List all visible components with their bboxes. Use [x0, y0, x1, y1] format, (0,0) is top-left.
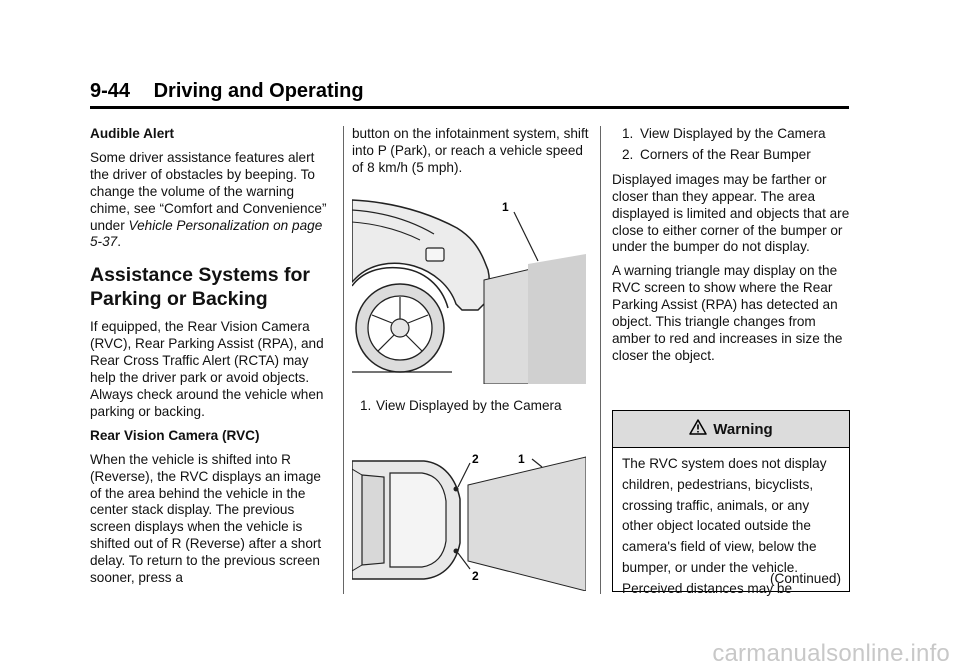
audible-alert-body: Some driver assistance features alert the driver of obstacles by beeping. To change the volume of the warning chime, see “Comfort and Convenience” under — [90, 149, 327, 233]
warning-text: The RVC system does not display children, pedestrians, bicyclists, crossing traffic, animals, or any other object located outside the camera's field of view, below the bumper, or under the vehicle. Perceived distances may be — [622, 456, 827, 596]
warning-triangle-icon — [689, 419, 707, 439]
chapter-title: Driving and Operating — [153, 80, 364, 102]
legend-item-2-text: Corners of the Rear Bumper — [640, 146, 811, 162]
warning-title: Warning — [713, 420, 773, 438]
column-divider-2 — [600, 126, 601, 594]
column-3 — [612, 126, 852, 372]
fig2-callout-2-top: 2 — [472, 452, 479, 466]
audible-alert-text — [90, 150, 335, 251]
section-title: Assistance Systems for Parking or Backing — [90, 264, 311, 311]
warning-box — [612, 410, 850, 596]
warning-header — [613, 411, 849, 448]
rear-camera-top-view-figure — [352, 449, 586, 591]
legend-item-1-text: View Displayed by the Camera — [640, 126, 826, 141]
warning-triangle-paragraph: A warning triangle may display on the RVC screen to show where the Rear Parking Assist (RPA) has detected an object. This triangle changes from amber to red and increases in size the closer the object. — [612, 263, 843, 363]
audible-alert-end: . — [117, 234, 121, 250]
legend-item-2 — [612, 147, 852, 164]
fig1-caption-number: 1. — [360, 398, 372, 413]
rear-camera-side-view-figure — [352, 198, 586, 384]
watermark: carmanualsonline.info — [712, 640, 950, 667]
rvc-paragraph: When the vehicle is shifted into R (Reverse), the RVC displays an image of the area behind the vehicle in the center stack display. The previous screen displays when the vehicle is shifted out of R (Reverse) after a short delay. To return to the previous screen sooner, press a — [90, 451, 322, 586]
fig1-callout-1: 1 — [502, 200, 509, 214]
audible-alert-heading: Audible Alert — [90, 126, 175, 141]
fig1-caption — [352, 398, 588, 415]
page-number: 9-44 — [90, 80, 131, 102]
rvc-heading: Rear Vision Camera (RVC) — [90, 427, 260, 443]
displayed-images-paragraph: Displayed images may be farther or closer than they appear. The area displayed is limited and objects that are close to either corner of the bumper or under the bumper do not display. — [612, 171, 850, 255]
legend-item-2-number: 2. — [622, 146, 634, 162]
fig1-caption-text: View Displayed by the Camera — [376, 398, 562, 413]
column-2 — [352, 126, 590, 184]
vehicle-personalization-link[interactable]: Vehicle Personalization on page 5-37 — [90, 217, 323, 250]
continued-label: (Continued) — [769, 571, 841, 586]
column-1 — [90, 126, 335, 594]
fig2-callout-1: 1 — [518, 452, 525, 466]
column-divider-1 — [343, 126, 344, 594]
intro-paragraph: If equipped, the Rear Vision Camera (RVC), Rear Parking Assist (RPA), and Rear Cross Traffic Alert (RCTA) may help the driver park or avoid objects. Always check around the vehicle when parking or backing. — [90, 319, 324, 419]
page-header — [90, 80, 364, 103]
legend-item-1-number: 1. — [622, 126, 634, 141]
legend-item-1 — [612, 126, 852, 143]
fig2-callout-2-bottom: 2 — [472, 569, 479, 583]
continued-paragraph: button on the infotainment system, shift into P (Park), or reach a vehicle speed of 8 km/h (5 mph). — [352, 126, 589, 175]
header-rule — [90, 106, 849, 109]
